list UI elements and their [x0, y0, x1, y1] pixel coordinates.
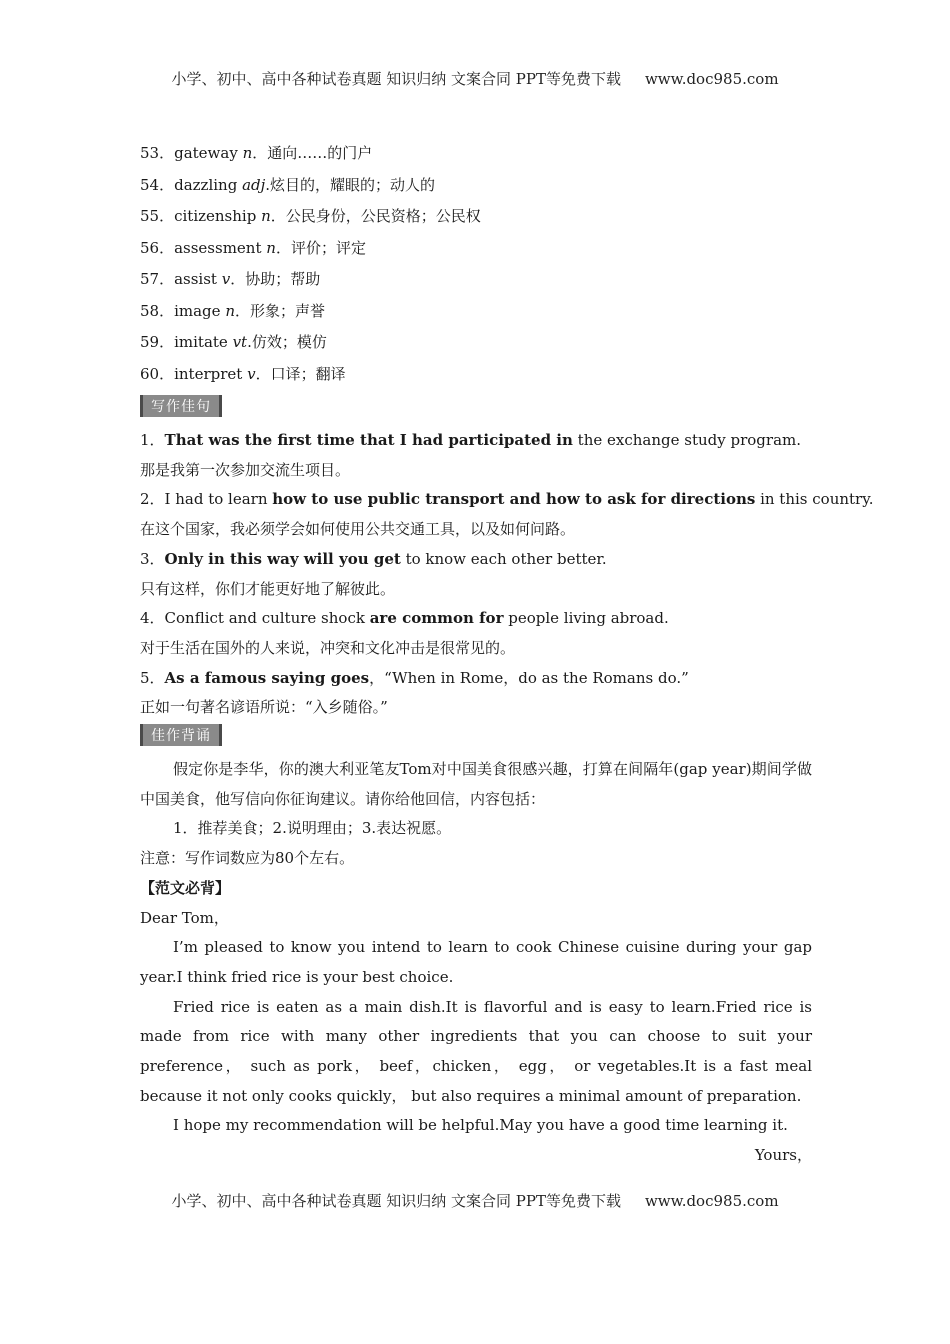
footer-url: www.doc985.com [644, 1192, 779, 1210]
letter-greeting: Dear Tom， [140, 908, 229, 927]
vocab-list [140, 142, 812, 394]
vocab-item: 56．assessment n．评价；评定 [140, 238, 366, 257]
letter-closing: Yours， [754, 1146, 812, 1165]
sentence-en: 2．I had to learn how to use public transport and how to ask for directions in this country. [140, 490, 874, 509]
vocab-item: 53．gateway n．通向……的门户 [140, 144, 373, 162]
vocab-item: 58．image n．形象；声誉 [140, 301, 325, 320]
footer-left-text: 小学、初中、高中各种试卷真题 知识归纳 文案合同 PPT等免费下载 [171, 1192, 621, 1210]
sentence-en: 1．That was the first time that I had participated in the exchange study program. [140, 431, 801, 449]
sentence-en: 4．Conflict and culture shock are common for people living abroad. [140, 609, 669, 628]
sentence-en: 5．As a famous saying goes，“When in Rome，do as the Romans do.” [140, 668, 689, 687]
sentence-list [140, 426, 874, 723]
page-footer [0, 1190, 950, 1211]
vocab-item: 59．imitate vt.仿效；模仿 [140, 333, 327, 351]
section-tag-recite: 佳作背诵 [140, 724, 222, 746]
section-tag-writing: 写作佳句 [140, 395, 222, 417]
model-label: 【范文必背】 [140, 878, 231, 897]
task-note: 注意：写作词数应为80个左右。 [140, 849, 355, 868]
model-essay [140, 874, 812, 1171]
letter-paragraph: I’m pleased to know you intend to learn to cook Chinese cuisine during your gap year.I think fried rice is your best choice. [140, 938, 812, 986]
vocab-item: 55．citizenship n．公民身份，公民资格；公民权 [140, 207, 481, 225]
task-intro: 假定你是李华，你的澳大利亚笔友Tom对中国美食很感兴趣，打算在间隔年(gap year)期间学做中国美食，他写信向你征询建议。请你给他回信，内容包括： [140, 760, 812, 808]
vocab-item: 57．assist v．协助；帮助 [140, 270, 321, 288]
page-header [0, 68, 950, 89]
header-left-text: 小学、初中、高中各种试卷真题 知识归纳 文案合同 PPT等免费下载 [171, 70, 621, 88]
document-body [140, 142, 874, 1171]
letter-paragraph: Fried rice is eaten as a main dish.It is flavorful and is easy to learn.Fried rice is made from rice with many other ingredients that you can choose to suit your preference， such as pork， beef，chicken， egg， or vegetables.It is a fast meal because it not only cooks quickly， but also requires a minimal amount of preparation. [140, 997, 812, 1105]
vocab-item: 54．dazzling adj.炫目的，耀眼的；动人的 [140, 175, 436, 194]
task-points: 1．推荐美食；2.说明理由；3.表达祝愿。 [173, 819, 452, 838]
sentence-zh: 在这个国家，我必须学会如何使用公共交通工具，以及如何问路。 [140, 520, 576, 539]
sentence-zh: 正如一句著名谚语所说：“入乡随俗。” [140, 698, 388, 717]
sentence-zh: 对于生活在国外的人来说，冲突和文化冲击是很常见的。 [140, 638, 516, 657]
letter-paragraph: I hope my recommendation will be helpful.May you have a good time learning it. [173, 1116, 788, 1135]
writing-task [140, 755, 812, 874]
sentence-zh: 那是我第一次参加交流生项目。 [140, 460, 351, 479]
sentence-zh: 只有这样，你们才能更好地了解彼此。 [140, 579, 396, 598]
sentence-en: 3．Only in this way will you get to know each other better. [140, 549, 607, 568]
header-url: www.doc985.com [644, 70, 779, 88]
vocab-item: 60．interpret v．口译；翻译 [140, 364, 346, 383]
